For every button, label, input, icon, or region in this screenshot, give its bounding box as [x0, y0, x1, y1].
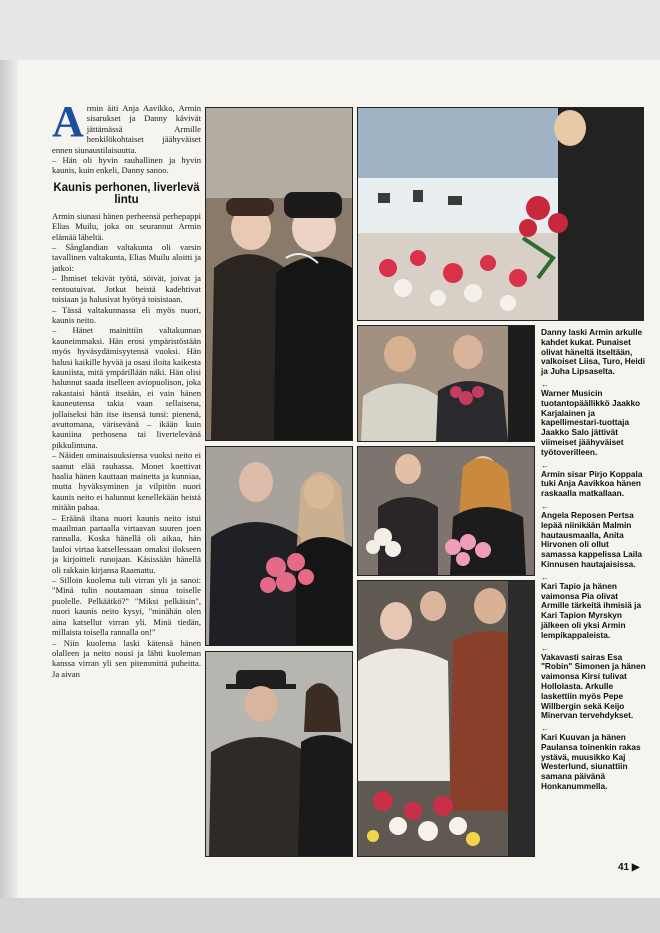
article-text-column	[52, 103, 201, 863]
article-paragraph: – Tässä valtakunnassa eli myös nuori, kaunis neito.	[52, 304, 201, 325]
photo-caption: Danny laski Armin arkulle kahdet kukat. Punaiset olivat häneltä itseltään, valkoiset Liisa, Turo, Heidi ja Juha Lipsaselta.	[541, 327, 646, 377]
photo-caption: Kari Kuuvan ja hänen Paulansa toinenkin rakas ystävä, muusikko Kaj Westerlund, siunattiin samana päivänä Honkanummella.	[541, 732, 641, 792]
photo-caption: Kari Tapio ja hänen vaimonsa Pia olivat Armille tärkeitä ihmisiä ja Kari Tapion Myrskyn jälkeen oli yksi Armin lempikappaleista.	[541, 580, 642, 640]
article-paragraph: – Silloin kuolema tuli virran yli ja sanoi: "Minä tulin noutamaan sinua toiselle puolelle. Pelkäätkö?" "Miksi pelkäisin", nuori kaunis neito kysyi, "minähän olen aina katsellut virran yli. Minä tiedän, millaista toisella rannalla on!"	[52, 575, 201, 638]
article-subhead: Kaunis perhonen, liverlevä lintu	[53, 181, 200, 206]
page-number: 41 ▶	[618, 862, 640, 873]
article-paragraph: – Sånglandian valtakunta oli varsin tavallinen valtakunta, Elias Muilu aloitti ja jatkoi:	[52, 242, 201, 273]
caption-arrow-icon: ←	[541, 501, 549, 511]
caption-arrow-icon: ←	[541, 379, 549, 389]
photo-two-men-flowers	[357, 325, 535, 442]
caption-arrow-icon: ←	[541, 460, 549, 470]
caption-arrow-icon: ←	[541, 572, 549, 582]
photo-captions-column	[541, 328, 646, 796]
photo-caption: Armin sisar Pirjo Koppala tuki Anja Aavikkoa hänen raskaalla matkallaan.	[541, 468, 643, 499]
article-paragraph: – Niin kuolema laski kätensä hänen olalleen ja neito nousi ja lähti kuoleman kanssa virran yli sen pitemmittä puheitta. Ja aivan	[52, 637, 201, 679]
article-paragraph: – Hänet mainittiin valtakunnan kauneimmaksi. Hän erosi ympäristöstään myös hyväsydämisyytensä vuoksi. Hän halusi kaikille hyvää ja osasi iloita kaikesta kauniista, mitä ympärillään näki. Hän olisi halunnut saada itselleen aviopuolison, joka rakastaisi häntä itseään, ei vain hänen kauneutensa takia vaan sellaisena, jollaiseksi hän itse itsensä tunsi: pienenä, avuttomana, värisevänä – ikään kuin kauniina perhosena tai livertelevänä pikkulintuna.	[52, 325, 201, 450]
drop-cap: A	[52, 103, 84, 146]
photo-caption: Vakavasti sairas Esa "Robin" Simonen ja hänen vaimonsa Kirsi tulivat Hollolasta. Arkulle laskettiin myös Pepe Willbergin sekä Keijo Minervan tervehdykset.	[541, 651, 646, 721]
photo-man-hat-woman	[205, 651, 353, 857]
photo-women-bouquets	[357, 446, 535, 576]
intro-paragraph: Armin äiti Anja Aavikko, Armin sisarukset ja Danny kävivät jättämässä Armille henkilökohtaiset jäähyväiset ennen siunaustilaisuutta.	[52, 103, 201, 155]
article-paragraph: – Näiden ominaisuuksiensa vuoksi neito ei saanut elää rauhassa. Monet koettivat haalia hänen kauttaan mainetta ja kunniaa, mutta hyväksyminen ja vilpitön nuori kaunis neito ei halunnut kenellekään heistä mitään pahaa.	[52, 450, 201, 513]
article-paragraph: – Ihmiset tekivät työtä, söivät, joivat ja rentoutuivat. Jotkut heistä kadehtivat toisiaan ja halusivat hyötyä toisistaan.	[52, 273, 201, 305]
photo-cemetery-flowers	[357, 107, 644, 321]
photo-mourners-fur-coats	[205, 107, 353, 441]
article-paragraph: – Eräänä iltana nuori kaunis neito istui maailman partaalla virtaavan suuren joen rannalla. Koska hänellä oli aikaa, hän lauloi virtaa katsellessaan omaksi ilokseen ja kirjoitteli runojaan. Käsissään hänellä oli rakkain kirjansa Raamattu.	[52, 512, 201, 575]
photo-man-pink-roses	[205, 446, 353, 646]
caption-arrow-icon: ←	[541, 724, 549, 734]
scan-background	[0, 898, 660, 933]
caption-arrow-icon: ←	[541, 643, 549, 653]
photo-caption: Warner Musicin tuotantopäällikkö Jaakko Karjalainen ja kapellimestari-tuottaja Jaakko Salo jättivät viimeiset jäähyväiset työtoverilleen.	[541, 387, 641, 457]
article-paragraph: – Hän oli hyvin rauhallinen ja hyvin kaunis, kuin enkeli, Danny sanoo.	[52, 155, 201, 176]
photo-crowd-fur-coat	[357, 580, 535, 857]
photo-caption: Angela Reposen Pertsa lepää niinikään Malmin hautausmaalla, Anita Hirvonen oli ollut samassa kappelissa Laila Kinnusen hautajaisissa.	[541, 509, 643, 569]
page-spine	[0, 60, 18, 898]
article-paragraph: Armin siunasi hänen perheensä perhepappi Elias Muilu, joka on seurannut Armin elämää läheltä.	[52, 210, 201, 242]
